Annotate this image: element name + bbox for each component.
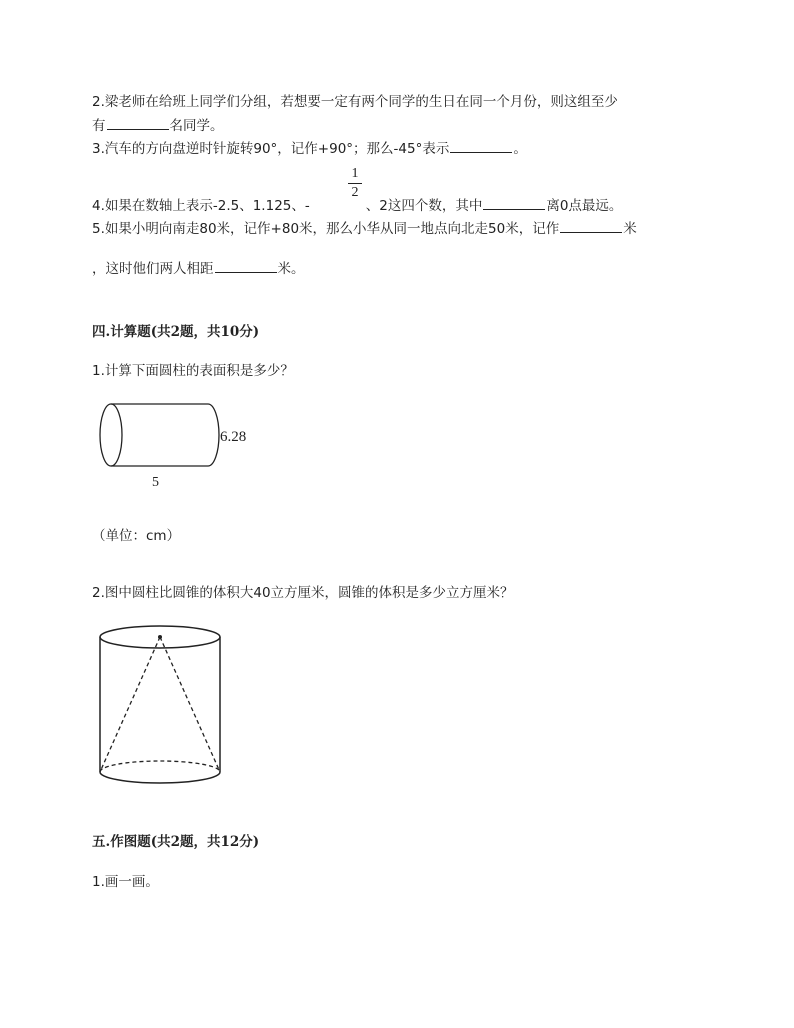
- q5-answer-blank-1[interactable]: [560, 218, 622, 233]
- q5-line2-pre: ，这时他们两人相距: [92, 261, 214, 277]
- q3-line: [92, 138, 527, 159]
- q4-fraction-numerator: 1: [351, 166, 359, 181]
- q5-pre: 5.如果小明向南走80米，记作+80米，那么小华从同一地点向北走50米，记作: [92, 221, 560, 237]
- q4-post: 离0点最远。: [546, 198, 623, 214]
- q2-line2-pre: 有: [92, 118, 106, 134]
- cylinder-bottom-front: [100, 772, 220, 783]
- q2-line1: 2.梁老师在给班上同学们分组，若想要一定有两个同学的生日在同一个月份，则这组至少: [92, 94, 618, 110]
- q3-post: 。: [513, 141, 527, 157]
- cone-left-edge: [100, 637, 160, 772]
- section4-q1: 1.计算下面圆柱的表面积是多少？: [92, 363, 294, 379]
- q4-mid: 、2这四个数，其中: [365, 198, 483, 214]
- cone-right-edge: [160, 637, 220, 772]
- section4-title: 四.计算题(共2题，共10分): [92, 324, 260, 340]
- q2-answer-blank[interactable]: [107, 115, 169, 130]
- section5-title: 五.作图题(共2题，共12分): [92, 834, 260, 850]
- section4-q2: 2.图中圆柱比圆锥的体积大40立方厘米，圆锥的体积是多少立方厘米？: [92, 585, 514, 601]
- cylinder-left-face: [100, 404, 122, 466]
- q5-line2: [92, 258, 305, 279]
- q5-line2-post: 米。: [277, 261, 305, 277]
- q4-answer-blank[interactable]: [483, 195, 545, 210]
- cylinder-circumference-label: 6.28: [220, 429, 247, 445]
- cylinder-length-label: 5: [152, 475, 159, 490]
- q3-pre: 3.汽车的方向盘逆时针旋转90°，记作+90°；那么-45°表示: [92, 141, 450, 157]
- q5-line1: [92, 218, 637, 239]
- q5-answer-blank-2[interactable]: [215, 258, 277, 273]
- unit-note: （单位：cm）: [92, 528, 181, 544]
- section5-q1: 1.画一画。: [92, 874, 159, 890]
- cylinder-cone-figure: [92, 622, 232, 792]
- q4-line: [92, 195, 622, 216]
- q4-fraction-bar: [348, 183, 362, 184]
- q2-line2: [92, 115, 224, 136]
- cylinder-bottom-back-dashed: [100, 761, 220, 772]
- q2-line2-post: 名同学。: [169, 118, 224, 134]
- cylinder-figure-1: [92, 398, 272, 498]
- cylinder-right-face: [208, 404, 219, 466]
- q4-fraction-denominator: 2: [351, 185, 359, 200]
- q5-unit: 米: [623, 221, 637, 237]
- q4-pre: 4.如果在数轴上表示-2.5、1.125、-: [92, 198, 310, 214]
- cone-apex: [158, 635, 162, 639]
- q3-answer-blank[interactable]: [450, 138, 512, 153]
